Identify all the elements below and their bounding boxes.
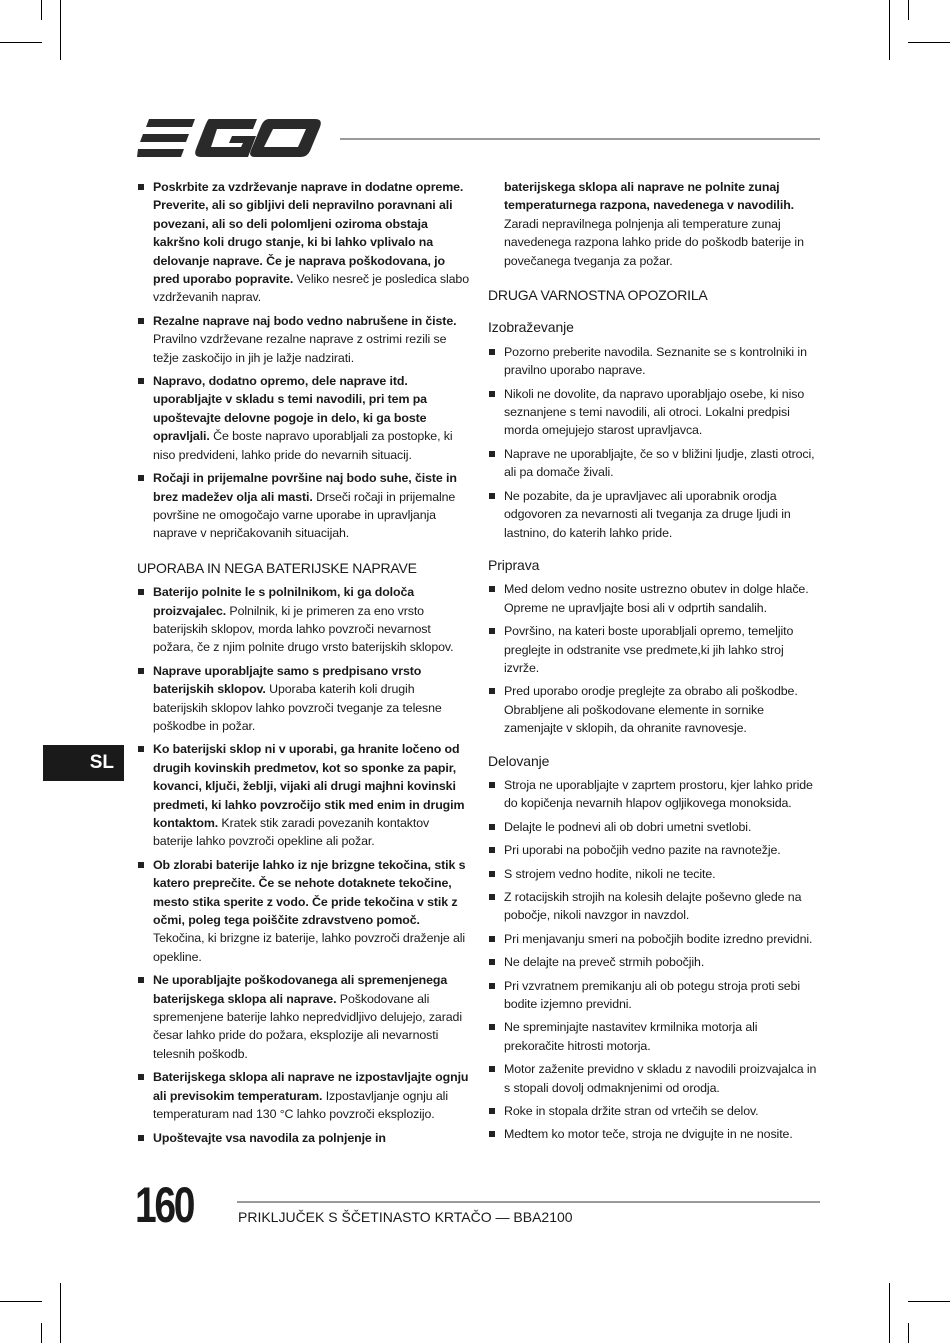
crop-mark [889, 0, 890, 60]
section-heading: DRUGA VARNOSTNA OPOZORILA [488, 287, 708, 304]
section-heading: UPORABA IN NEGA BATERIJSKE NAPRAVE [137, 559, 417, 576]
header-rule [340, 138, 820, 140]
item-text: Če boste napravo uporabljali za postopke, ki niso predvideni, lahko pride do nevarnih situacij. [153, 429, 453, 462]
list-item [137, 740, 470, 850]
crop-mark [889, 1283, 890, 1343]
list-item: Nikoli ne dovolite, da napravo uporabljajo osebe, ki niso seznanjene s temi navodili, ali otroci. Lokalni predpisi morda omejujejo starost upravljavca. [488, 385, 820, 440]
item-text: Drseči ročaji in prijemalne površine ne omogočajo varne uporabe in upravljanja naprave v nepričakovanih situacijah. [153, 489, 456, 541]
page-number: 160 [135, 1177, 194, 1233]
crop-mark [41, 1323, 42, 1343]
item-bold-text: Naprave uporabljajte samo s predpisano vrsto baterijskih sklopov. [153, 663, 422, 697]
list-item [137, 971, 470, 1063]
crop-mark [60, 1283, 61, 1343]
list-item: Ne pozabite, da je upravljavec ali uporabnik orodja odgovoren za nevarnosti ali tveganja za druge ljudi in lastnino, do katerih lahko pride. [488, 487, 820, 542]
language-tab: SL [43, 745, 124, 781]
item-bold-text: Upoštevajte vsa navodila za polnjenje in [153, 1130, 386, 1145]
item-bold-text: Rezalne naprave naj bodo vedno nabrušene in čiste. [153, 313, 457, 328]
left-column [137, 178, 470, 1152]
item-text: Kratek stik zaradi povezanih kontaktov baterije lahko povzroči opekline ali požar. [153, 816, 430, 849]
list-item: Medtem ko motor teče, stroja ne dvigujte in ne nosite. [488, 1125, 820, 1143]
item-bold-text: Poskrbite za vzdrževanje naprave in dodatne opreme. Preverite, ali so gibljivi deli nepravilno poravnani ali povezani, ali so deli polomljeni oziroma obstaja kakršno koli drugo stanje, ki bi lahko vplivalo na delovanje naprave. Če je naprava poškodovana, jo pred uporabo popravite. [153, 180, 464, 287]
item-text: Poškodovane ali spremenjene baterije lahko nepredvidljivo delujejo, zaradi česar lahko pride do požara, eksplozije ali nevarnosti telesnih poškodb. [153, 991, 462, 1061]
crop-mark [908, 1301, 950, 1302]
list-item [137, 583, 470, 657]
subsection-heading: Izobraževanje [488, 319, 574, 336]
item-bold-text: Ročaji in prijemalne površine naj bodo suhe, čiste in brez madežev olja ali masti. [153, 471, 457, 504]
list-item [137, 662, 470, 736]
list-item: Ne delajte na preveč strmih pobočjih. [488, 953, 820, 971]
item-text: Uporaba katerih koli drugih baterijskih sklopov lahko povzroči tveganje za telesne poškodbe in požar. [153, 682, 442, 733]
crop-mark [0, 1301, 42, 1302]
item-bold-text: Napravo, dodatno opremo, dele naprave itd. uporabljajte v skladu s temi navodili, pri tem pa upoštevajte delovne pogoje in delo, ki ga boste opravljali. [153, 374, 427, 444]
list-item [137, 1129, 470, 1147]
crop-mark [908, 42, 950, 43]
crop-mark [60, 0, 61, 60]
list-item: Stroja ne uporabljajte v zaprtem prostoru, kjer lahko pride do kopičenja nevarnih hlapov ogljikovega monoksida. [488, 776, 820, 813]
crop-mark [0, 42, 42, 43]
list-item [137, 178, 470, 307]
list-item-continuation [488, 178, 820, 270]
list-item: Površino, na kateri boste uporabljali opremo, temeljito preglejte in odstranite vse predmete,ki jih lahko stroj izvrže. [488, 622, 820, 677]
list-item: Ne spreminjajte nastavitev krmilnika motorja ali prekoračite hitrosti motorja. [488, 1018, 820, 1055]
list-item: Pri vzvratnem premikanju ali ob potegu stroja proti sebi bodite izjemno previdni. [488, 977, 820, 1014]
crop-mark [41, 0, 42, 20]
item-bold-text: Baterijskega sklopa ali naprave ne izpostavljajte ognju ali previsokim temperaturam. [153, 1070, 469, 1103]
list-item: Z rotacijskih strojih na kolesih delajte poševno glede na pobočje, nikoli navzgor in navzdol. [488, 888, 820, 925]
item-bold-text: baterijskega sklopa ali naprave ne polnite zunaj temperaturnega razpona, navedenega v navodilih. [504, 180, 795, 213]
item-text: Izpostavljanje ognju ali temperaturam nad 130 °C lahko povzroči eksplozijo. [153, 1088, 448, 1122]
footer-rule [237, 1201, 820, 1203]
list-item: Roke in stopala držite stran od vrtečih se delov. [488, 1102, 820, 1120]
list-item: Pri uporabi na pobočjih vedno pazite na ravnotežje. [488, 841, 820, 859]
item-text: Zaradi nepravilnega polnjenja ali temperature zunaj navedenega razpona lahko pride do poškodb baterije in povečanega tveganja za požar. [504, 216, 804, 268]
item-bold-text: Ob zlorabi baterije lahko iz nje brizgne tekočina, stik s katero preprečite. Če se nehote dotaknete tekočine, mesto stika sperite z vodo. Če pride tekočina v stik z očmi, poleg tega poiščite zdravstveno pomoč. [153, 857, 466, 928]
item-text: Tekočina, ki brizgne iz baterije, lahko povzroči draženje ali opekline. [153, 931, 466, 964]
list-item: Pri menjavanju smeri na pobočjih bodite izredno previdni. [488, 930, 820, 948]
list-item [137, 312, 470, 367]
list-item: Pred uporabo orodje preglejte za obrabo ali poškodbe. Obrabljene ali poškodovane elemente in sornike zamenjajte v sklopih, da ohranite ravnovesje. [488, 682, 820, 737]
item-bold-text: Ko baterijski sklop ni v uporabi, ga hranite ločeno od drugih kovinskih predmetov, kot so sponke za papir, kovanci, ključi, žeblji, vijaki ali drugi majhni kovinski predmeti, ki lahko povzročijo stik med enim in drugim kontaktom. [153, 742, 465, 830]
list-item [137, 372, 470, 464]
list-item [137, 856, 470, 966]
list-item: Med delom vedno nosite ustrezno obutev in dolge hlače. Opreme ne upravljajte bosi ali v odprtih sandalih. [488, 580, 820, 617]
list-item [137, 469, 470, 543]
footer-title: PRIKLJUČEK S ŠČETINASTO KRTAČO — BBA2100 [238, 1209, 573, 1225]
list-item: S strojem vedno hodite, nikoli ne tecite. [488, 865, 820, 883]
item-text: Veliko nesreč je posledica slabo vzdrževanih naprav. [153, 272, 470, 305]
list-item: Delajte le podnevi ali ob dobri umetni svetlobi. [488, 818, 820, 836]
list-item: Naprave ne uporabljajte, če so v bližini ljudje, zlasti otroci, ali pa domače živali. [488, 445, 820, 482]
list-item [137, 1068, 470, 1123]
crop-mark [908, 1323, 909, 1343]
list-item: Pozorno preberite navodila. Seznanite se s kontrolniki in pravilno uporabo naprave. [488, 343, 820, 380]
ego-logo [137, 117, 322, 159]
crop-mark [908, 0, 909, 20]
subsection-heading: Priprava [488, 556, 540, 573]
item-text: Pravilno vzdrževane rezalne naprave z ostrimi rezili se težje zaskočijo in jih je lažje nadzirati. [153, 332, 447, 365]
list-item: Motor zaženite previdno v skladu z navodili proizvajalca in s stopali dovolj odmaknjenimi od orodja. [488, 1060, 820, 1097]
item-bold-text: Baterijo polnite le s polnilnikom, ki ga določa proizvajalec. [153, 585, 415, 618]
item-bold-text: Ne uporabljajte poškodovanega ali spremenjenega baterijskega sklopa ali naprave. [153, 973, 448, 1006]
item-text: Polnilnik, ki je primeren za eno vrsto baterijskih sklopov, morda lahko povzroči nevarnost požara, če z njim polnite drugo vrsto baterijskih sklopov. [153, 603, 454, 655]
right-column [488, 178, 820, 1149]
subsection-heading: Delovanje [488, 752, 550, 769]
